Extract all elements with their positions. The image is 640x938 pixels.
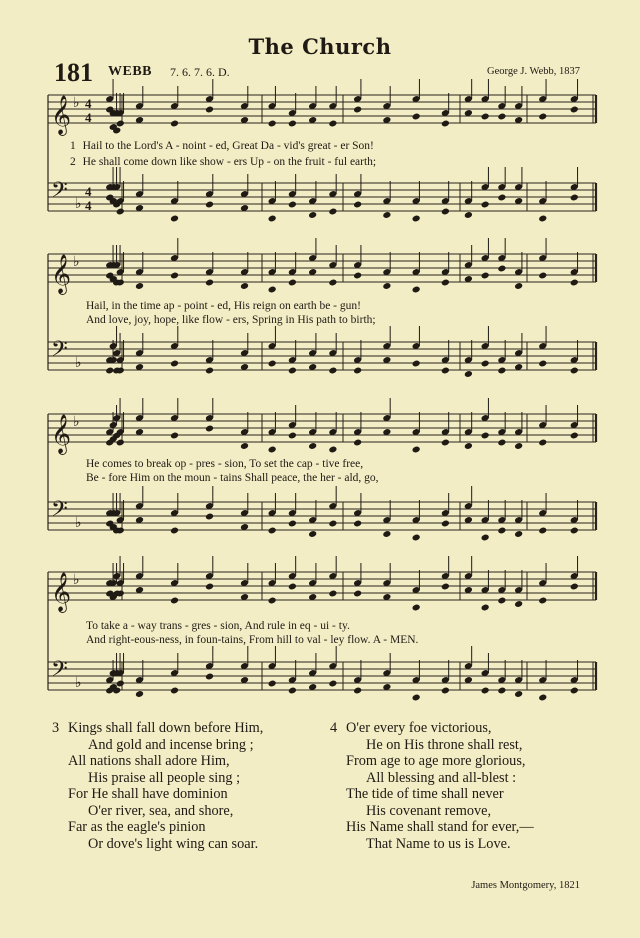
- key-flat: ♭: [73, 572, 80, 588]
- note-head: [412, 286, 421, 294]
- note-head: [205, 279, 214, 287]
- note-head: [205, 201, 214, 209]
- time-signature: 4: [85, 96, 92, 111]
- note-head: [353, 201, 362, 209]
- key-flat: ♭: [73, 414, 80, 430]
- note-head: [170, 215, 179, 223]
- note-head: [268, 360, 277, 368]
- verse-number: 4: [330, 720, 338, 736]
- note-head: [497, 597, 506, 605]
- note-head: [328, 520, 337, 528]
- note-head: [328, 680, 337, 688]
- note-head: [382, 211, 391, 219]
- note-head: [481, 604, 490, 612]
- note-head: [268, 120, 277, 128]
- note-head: [514, 282, 523, 290]
- note-head: [481, 687, 490, 695]
- note-head: [170, 272, 179, 280]
- note-head: [412, 215, 421, 223]
- note-head: [105, 367, 114, 375]
- note-head: [464, 442, 473, 450]
- note-head: [570, 432, 579, 440]
- note-head: [308, 442, 317, 450]
- key-flat: ♭: [73, 254, 80, 270]
- bass-clef: 𝄢: [51, 497, 68, 527]
- bass-clef: 𝄢: [51, 657, 68, 687]
- note-head: [353, 590, 362, 598]
- lyrics-line: [86, 472, 616, 484]
- note-head: [288, 520, 297, 528]
- note-head: [353, 687, 362, 695]
- note-head: [464, 370, 473, 378]
- note-head: [116, 680, 125, 688]
- note-head: [538, 272, 547, 280]
- note-head: [441, 120, 450, 128]
- note-head: [464, 211, 473, 219]
- note-head: [481, 272, 490, 280]
- note-head: [353, 520, 362, 528]
- note-head: [570, 194, 579, 202]
- note-head: [441, 439, 450, 447]
- note-head: [538, 439, 547, 447]
- note-head: [514, 690, 523, 698]
- note-head: [328, 208, 337, 216]
- note-head: [441, 208, 450, 216]
- note-head: [328, 367, 337, 375]
- note-head: [497, 194, 506, 202]
- note-head: [538, 360, 547, 368]
- note-head: [514, 442, 523, 450]
- meter: 7. 6. 7. 6. D.: [170, 65, 230, 79]
- treble-clef: 𝄞: [51, 95, 72, 135]
- note-head: [412, 534, 421, 542]
- section-title: The Church: [248, 34, 392, 59]
- note-head: [481, 113, 490, 121]
- note-head: [328, 446, 337, 454]
- note-head: [205, 425, 214, 433]
- note-head: [328, 590, 337, 598]
- lyrics-verse2-system1: 2 He shall come down like show - ers Up - on the fruit - ful earth;: [70, 156, 377, 168]
- note-head: [205, 513, 214, 521]
- note-head: [538, 694, 547, 702]
- note-head: [570, 106, 579, 114]
- note-head: [514, 530, 523, 538]
- note-head: [268, 215, 277, 223]
- note-head: [268, 680, 277, 688]
- note-head: [353, 367, 362, 375]
- note-head: [481, 360, 490, 368]
- note-head: [240, 282, 249, 290]
- note-head: [135, 282, 144, 290]
- note-head: [481, 534, 490, 542]
- hymn-number: 181: [54, 58, 93, 87]
- note-head: [268, 527, 277, 535]
- note-head: [116, 208, 125, 216]
- note-head: [205, 673, 214, 681]
- note-head: [205, 106, 214, 114]
- note-head: [205, 583, 214, 591]
- lyrics-verse1-system1: 1 Hail to the Lord's A - noint - ed, Great Da - vid's great - er Son!: [70, 140, 374, 152]
- note-head: [288, 687, 297, 695]
- note-head: [268, 446, 277, 454]
- note-head: [170, 597, 179, 605]
- note-head: [170, 687, 179, 695]
- composer-credit: George J. Webb, 1837: [487, 66, 580, 77]
- note-head: [514, 600, 523, 608]
- note-head: [170, 432, 179, 440]
- key-flat: ♭: [75, 196, 82, 212]
- note-head: [538, 215, 547, 223]
- note-head: [382, 282, 391, 290]
- lyrics-line: [86, 620, 616, 632]
- note-head: [570, 527, 579, 535]
- note-head: [170, 360, 179, 368]
- note-head: [308, 211, 317, 219]
- note-head: [497, 687, 506, 695]
- note-head: [441, 367, 450, 375]
- note-head: [328, 120, 337, 128]
- note-head: [570, 583, 579, 591]
- lyrics-line: [86, 314, 616, 326]
- bass-clef: 𝄢: [51, 337, 68, 367]
- note-head: [353, 272, 362, 280]
- note-head: [288, 432, 297, 440]
- note-head: [570, 367, 579, 375]
- note-head: [481, 432, 490, 440]
- verse-number: 3: [52, 720, 60, 736]
- note-head: [497, 113, 506, 121]
- note-head: [412, 604, 421, 612]
- note-head: [570, 279, 579, 287]
- note-head: [240, 442, 249, 450]
- treble-clef: 𝄞: [51, 414, 72, 454]
- note-head: [116, 439, 125, 447]
- note-head: [268, 286, 277, 294]
- note-head: [412, 360, 421, 368]
- note-head: [205, 367, 214, 375]
- note-head: [135, 690, 144, 698]
- lyrics-line: [86, 634, 616, 646]
- tune-name: WEBB: [108, 64, 153, 79]
- time-signature: 4: [85, 110, 92, 125]
- note-head: [268, 597, 277, 605]
- note-head: [288, 201, 297, 209]
- note-head: [441, 520, 450, 528]
- note-head: [170, 527, 179, 535]
- note-head: [497, 439, 506, 447]
- note-head: [497, 367, 506, 375]
- note-head: [288, 279, 297, 287]
- lyrics-line: [70, 140, 600, 152]
- lyrics-verse2-system3: Be - fore Him on the moun - tains Shall peace, the her - ald, go,: [86, 472, 379, 484]
- lyrics-verse1-system4: To take a - way trans - gres - sion, And rule in eq - ui - ty.: [86, 620, 350, 632]
- key-flat: ♭: [75, 515, 82, 531]
- key-flat: ♭: [75, 675, 82, 691]
- lyrics-line: [70, 156, 600, 168]
- note-head: [441, 583, 450, 591]
- treble-clef: 𝄞: [51, 572, 72, 612]
- author-credit: James Montgomery, 1821: [471, 880, 580, 891]
- key-flat: ♭: [75, 355, 82, 371]
- note-head: [481, 201, 490, 209]
- lyrics-line: [86, 458, 616, 470]
- note-head: [412, 446, 421, 454]
- note-head: [328, 279, 337, 287]
- note-head: [116, 120, 125, 128]
- note-head: [538, 597, 547, 605]
- note-head: [441, 279, 450, 287]
- lyrics-verse2-system4: And right-eous-ness, in foun-tains, From hill to val - ley flow. A - MEN.: [86, 634, 419, 646]
- verse-3: 3 Kings shall fall down before Him, And gold and incense bring ; All nations shall adore Him, His praise all people sing ; For He shall have dominion O'er river, sea, and shore, Far as the eagle's pinion Or dove's light wing can soar.: [52, 720, 264, 852]
- note-head: [353, 439, 362, 447]
- lyrics-line: [86, 300, 616, 312]
- note-head: [441, 687, 450, 695]
- note-head: [288, 367, 297, 375]
- verse-4: 4 O'er every foe victorious, He on His throne shall rest, From age to age more glorious, All blessing and all-blest : The tide of time shall never His covenant remove, His Name shall stand for ever,— That Name to us is Love.: [330, 720, 534, 852]
- note-head: [538, 527, 547, 535]
- note-head: [497, 265, 506, 273]
- note-head: [497, 527, 506, 535]
- note-head: [412, 113, 421, 121]
- note-head: [382, 530, 391, 538]
- note-head: [288, 120, 297, 128]
- note-head: [353, 106, 362, 114]
- time-signature: 4: [85, 198, 92, 213]
- note-head: [308, 530, 317, 538]
- time-signature: 4: [85, 184, 92, 199]
- lyrics-verse1-system2: Hail, in the time ap - point - ed, His reign on earth be - gun!: [86, 300, 361, 312]
- bass-clef: 𝄢: [51, 178, 68, 208]
- lyrics-verse2-system2: And love, joy, hope, like flow - ers, Spring in His path to birth;: [86, 314, 376, 326]
- note-head: [412, 694, 421, 702]
- note-head: [288, 583, 297, 591]
- note-head: [570, 687, 579, 695]
- note-head: [538, 113, 547, 121]
- note-head: [170, 120, 179, 128]
- lyrics-verse1-system3: He comes to break op - pres - sion, To set the cap - tive free,: [86, 458, 364, 470]
- key-flat: ♭: [73, 95, 80, 111]
- treble-clef: 𝄞: [51, 254, 72, 294]
